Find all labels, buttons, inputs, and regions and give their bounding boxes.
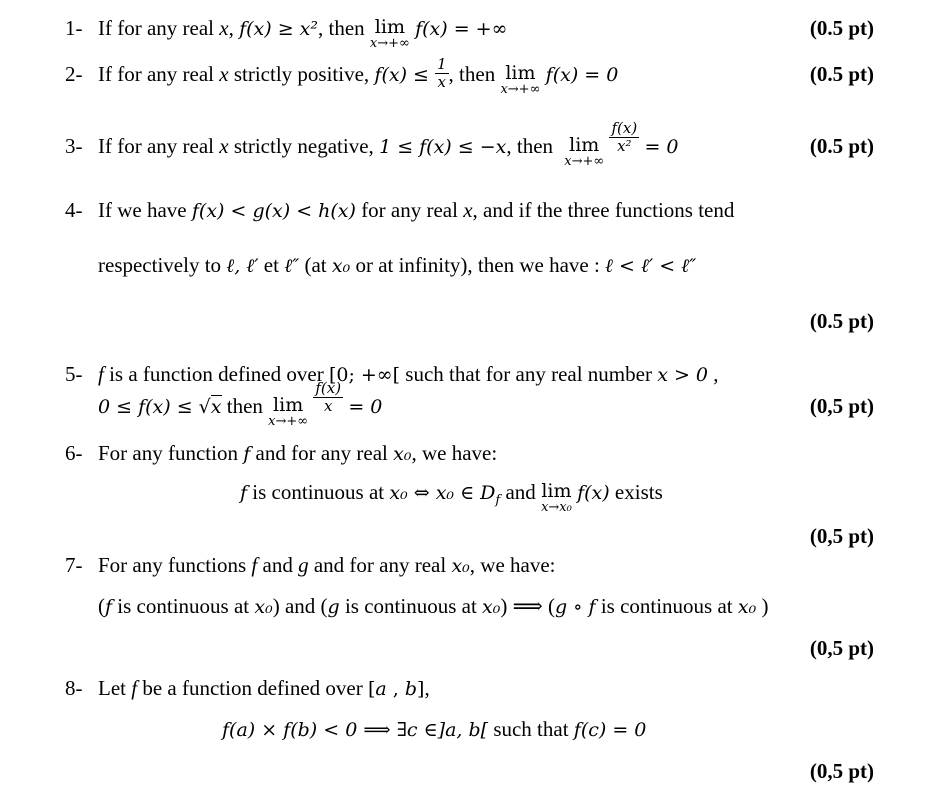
points-label: (0.5 pt) bbox=[809, 134, 874, 158]
question-text: 0 ≤ f(x) ≤ √x then lim x→+∞ $\frac{f(x)}{x}$ = 0 bbox=[98, 379, 383, 429]
question-3 bbox=[0, 119, 931, 172]
points-label: (0,5 pt) bbox=[809, 759, 874, 783]
question-1 bbox=[0, 16, 931, 56]
question-number: 4- bbox=[65, 198, 83, 222]
question-number: 1- bbox=[65, 16, 83, 40]
question-6-formula bbox=[240, 480, 663, 524]
question-8 bbox=[0, 676, 931, 706]
question-text: If for any real x strictly positive, f(x) ≤ $\frac{1}{x}$ , then lim x→+∞ f(x) = 0 bbox=[98, 55, 619, 97]
points-label: (0,5 pt) bbox=[809, 636, 874, 660]
question-text: If for any real x, f(x) ≥ x², then lim x→+∞ f(x) = +∞ bbox=[98, 16, 508, 51]
question-5 bbox=[0, 362, 931, 392]
question-text: respectively to ℓ, ℓ′ et ℓ″ (at x₀ or at infinity), then we have : ℓ < ℓ′ < ℓ″ bbox=[98, 253, 697, 277]
question-text: If for any real x strictly negative, 1 ≤ f(x) ≤ −x, then lim x→+∞ $\frac{f(x)}{\text{x²}}$ = 0 bbox=[98, 119, 679, 169]
question-text: Let f be a function defined over [a , b], bbox=[98, 676, 430, 700]
formula: f(a) × f(b) < 0 ⟹ ∃c ∈]a, b[ such that f(c) = 0 bbox=[222, 717, 647, 741]
question-number: 7- bbox=[65, 553, 83, 577]
question-8-points bbox=[0, 759, 931, 789]
question-text: For any function f and for any real x₀, we have: bbox=[98, 441, 498, 465]
question-4-points bbox=[0, 309, 931, 339]
formula: f is continuous at x₀ ⇔ x₀ ∈ $D_f$ and lim x→x₀ f(x) exists bbox=[240, 480, 663, 515]
question-7-formula bbox=[0, 594, 931, 624]
points-label: (0,5 pt) bbox=[809, 394, 874, 418]
question-5-continued bbox=[0, 379, 931, 438]
points-label: (0.5 pt) bbox=[809, 309, 874, 333]
points-label: (0.5 pt) bbox=[809, 62, 874, 86]
question-2 bbox=[0, 55, 931, 102]
question-8-formula bbox=[222, 717, 646, 747]
question-number: 3- bbox=[65, 134, 83, 158]
question-4 bbox=[0, 198, 931, 228]
question-4-continued bbox=[0, 253, 931, 283]
points-label: (0.5 pt) bbox=[809, 16, 874, 40]
question-7-points bbox=[0, 636, 931, 666]
question-text: For any functions f and g and for any real x₀, we have: bbox=[98, 553, 556, 577]
formula: (f is continuous at x₀) and (g is continuous at x₀) ⟹ (g ∘ f is continuous at x₀ ) bbox=[98, 594, 769, 618]
question-number: 2- bbox=[65, 62, 83, 86]
question-text: f is a function defined over [0; +∞[ such that for any real number x > 0 , bbox=[98, 362, 719, 386]
question-text: If we have f(x) < g(x) < h(x) for any real x, and if the three functions tend bbox=[98, 198, 735, 222]
question-number: 8- bbox=[65, 676, 83, 700]
points-label: (0,5 pt) bbox=[809, 524, 874, 548]
question-6-points bbox=[0, 524, 931, 554]
question-number: 6- bbox=[65, 441, 83, 465]
question-6 bbox=[0, 441, 931, 471]
question-number: 5- bbox=[65, 362, 83, 386]
question-7 bbox=[0, 553, 931, 583]
